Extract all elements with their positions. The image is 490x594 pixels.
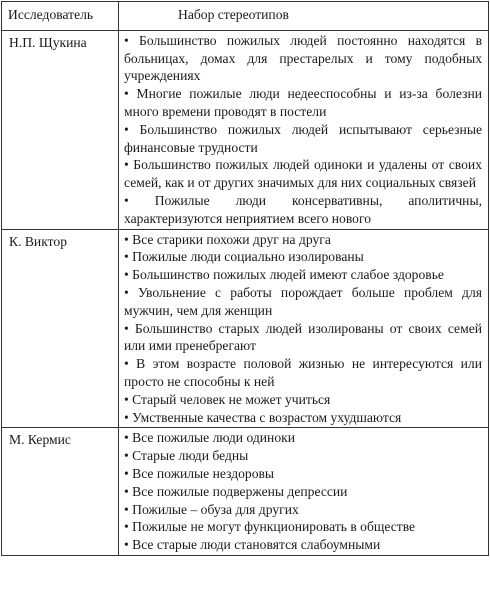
stereotype-item: • Большинство пожилых людей одиноки и удалены от своих семей, как и от других значимых для них социальных связей — [124, 157, 482, 191]
stereotype-item: • Большинство пожилых людей испытывают серьезные финансовые трудности — [124, 121, 482, 155]
stereotype-item: • Все старые люди становятся слабоумными — [124, 537, 381, 553]
stereotype-item: • В этом возрасте половой жизнью не интересуются или просто не способны к ней — [124, 356, 482, 389]
stereotype-item: • Большинство старых людей изолированы от своих семей или ими пренебрегают — [124, 320, 482, 354]
stereotype-list — [119, 428, 489, 556]
table-row — [2, 428, 489, 556]
stereotype-item: • Старые люди бедны — [124, 448, 249, 464]
stereotype-list — [119, 30, 489, 229]
table-row — [2, 229, 489, 428]
stereotype-item: • Старый человек не может учиться — [124, 391, 331, 407]
stereotype-list — [119, 229, 489, 428]
stereotype-item: • Пожилые люди социально изолированы — [124, 249, 364, 265]
stereotype-item: • Большинство пожилых людей постоянно находятся в больницах, домах для престарелых и тому подобных учреждениях — [124, 32, 482, 84]
stereotype-item: • Пожилые – обуза для других — [124, 501, 299, 517]
header-researcher: Исследователь — [2, 2, 119, 31]
stereotype-item: • Все пожилые подвержены депрессии — [124, 483, 348, 499]
stereotype-item: • Увольнение с работы порождает больше проблем для мужчин, чем для женщин — [124, 284, 482, 318]
stereotype-item: • Все пожилые люди одиноки — [124, 430, 295, 446]
researcher-name: Н.П. Щукина — [2, 30, 119, 229]
researcher-name: М. Кермис — [2, 428, 119, 556]
stereotype-item: • Все пожилые нездоровы — [124, 465, 275, 481]
header-row — [2, 2, 489, 31]
stereotype-item: • Большинство пожилых людей имеют слабое здоровье — [124, 267, 444, 283]
stereotypes-table — [1, 1, 489, 556]
stereotype-item: • Многие пожилые люди недееспособны и из-за болезни много времени проводят в постели — [124, 86, 482, 119]
stereotype-item: • Все старики похожи друг на друга — [124, 231, 331, 247]
header-stereotypes: Набор стереотипов — [119, 2, 489, 31]
researcher-name: К. Виктор — [2, 229, 119, 428]
stereotype-item: • Пожилые не могут функционировать в обществе — [124, 519, 416, 535]
stereotype-item: • Пожилые люди консервативны, аполитичны, характеризуются неприятием всего нового — [124, 192, 482, 226]
table-row — [2, 30, 489, 229]
stereotype-item: • Умственные качества с возрастом ухудшаются — [124, 409, 402, 425]
